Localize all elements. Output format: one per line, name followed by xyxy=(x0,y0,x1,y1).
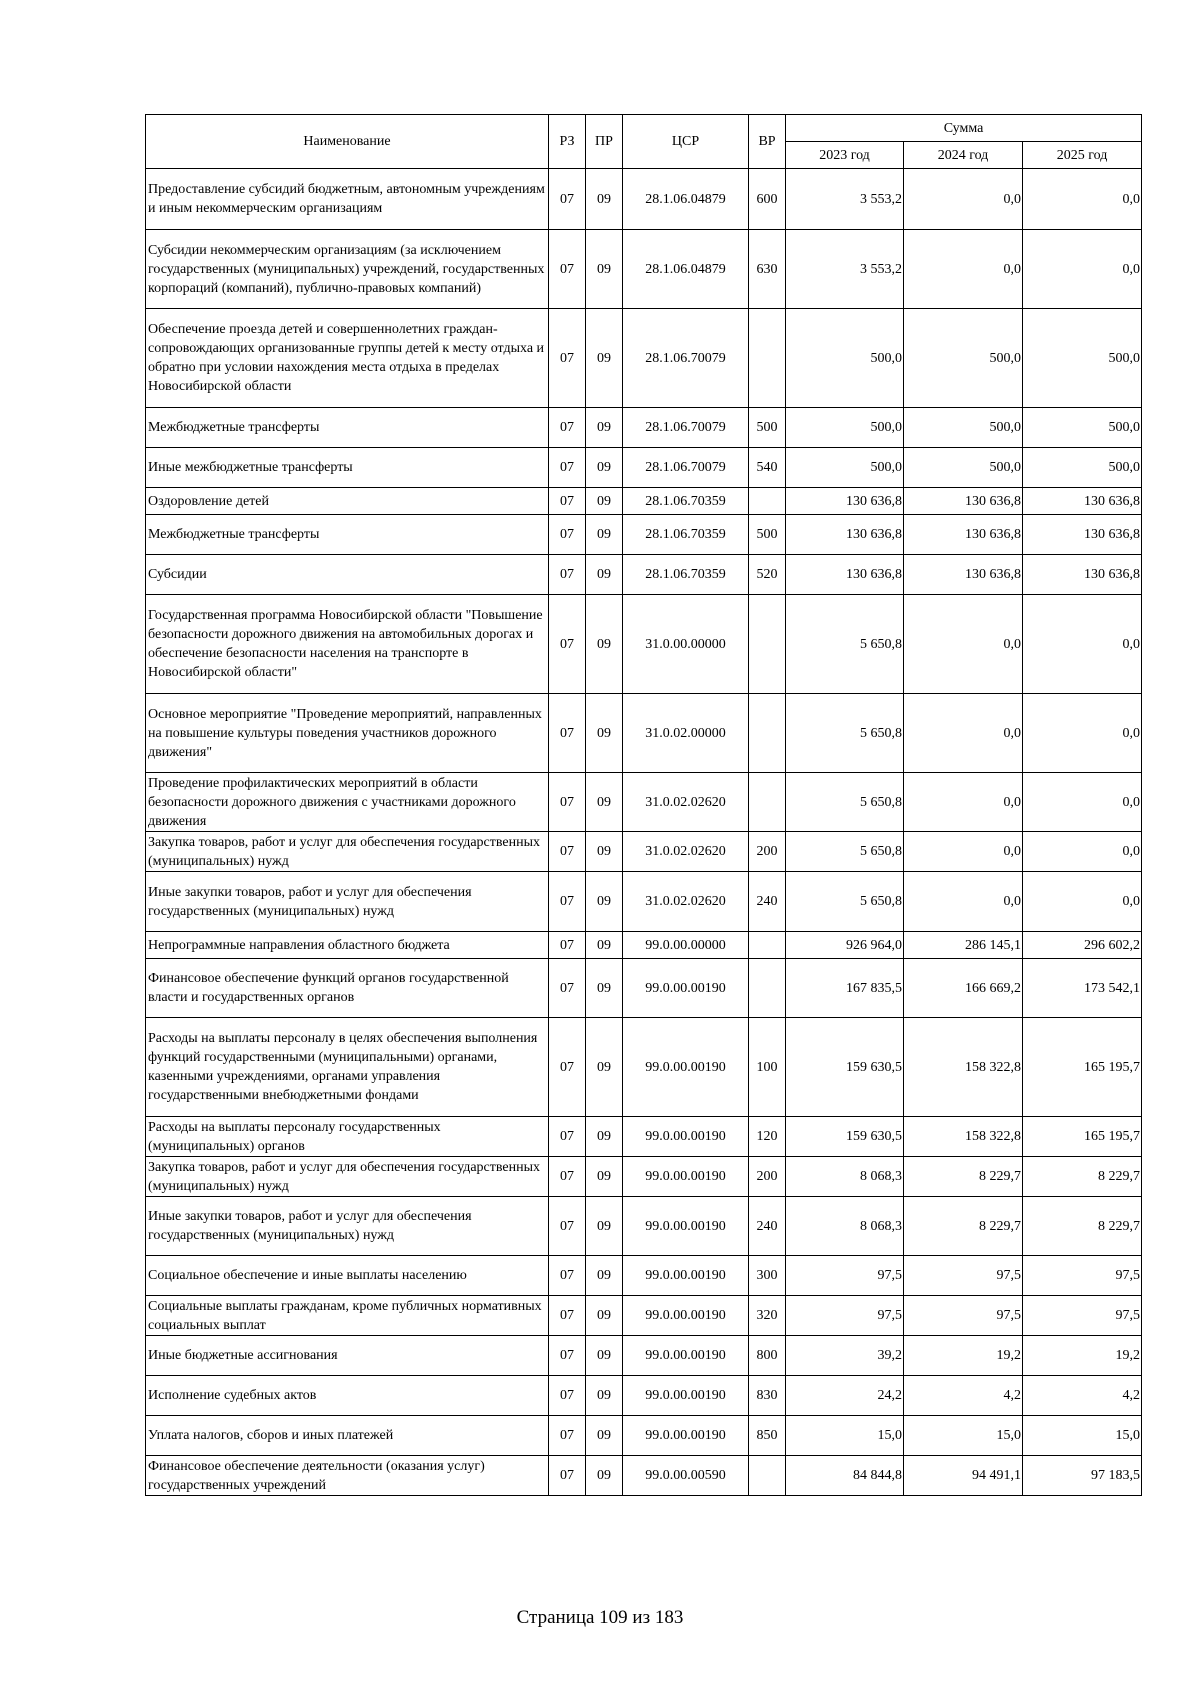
row-pr: 09 xyxy=(586,448,623,488)
row-name: Иные межбюджетные трансферты xyxy=(146,448,549,488)
page-number: Страница 109 из 183 xyxy=(516,1607,684,1628)
row-amount-2024: 158 322,8 xyxy=(904,1018,1023,1117)
row-amount-2024: 8 229,7 xyxy=(904,1157,1023,1197)
row-name: Оздоровление детей xyxy=(146,488,549,515)
row-rz: 07 xyxy=(549,1117,586,1157)
row-rz: 07 xyxy=(549,555,586,595)
row-pr: 09 xyxy=(586,1296,623,1336)
row-amount-2023: 500,0 xyxy=(786,408,904,448)
row-rz: 07 xyxy=(549,309,586,408)
row-amount-2024: 130 636,8 xyxy=(904,555,1023,595)
row-rz: 07 xyxy=(549,872,586,932)
row-pr: 09 xyxy=(586,1197,623,1256)
row-csr: 31.0.00.00000 xyxy=(623,595,749,694)
row-pr: 09 xyxy=(586,1416,623,1456)
row-vr: 850 xyxy=(749,1416,786,1456)
row-pr: 09 xyxy=(586,309,623,408)
row-amount-2024: 0,0 xyxy=(904,169,1023,230)
row-amount-2025: 4,2 xyxy=(1023,1376,1142,1416)
header-2025: 2025 год xyxy=(1023,142,1142,169)
row-csr: 99.0.00.00590 xyxy=(623,1456,749,1496)
row-rz: 07 xyxy=(549,832,586,872)
row-rz: 07 xyxy=(549,1197,586,1256)
row-amount-2023: 130 636,8 xyxy=(786,488,904,515)
table-row xyxy=(146,408,1142,448)
row-amount-2024: 158 322,8 xyxy=(904,1117,1023,1157)
row-pr: 09 xyxy=(586,959,623,1018)
row-vr: 200 xyxy=(749,1157,786,1197)
row-vr xyxy=(749,488,786,515)
row-csr: 31.0.02.02620 xyxy=(623,773,749,832)
row-csr: 99.0.00.00000 xyxy=(623,932,749,959)
row-rz: 07 xyxy=(549,1416,586,1456)
table-row xyxy=(146,515,1142,555)
row-csr: 99.0.00.00190 xyxy=(623,959,749,1018)
row-pr: 09 xyxy=(586,1018,623,1117)
row-amount-2025: 500,0 xyxy=(1023,309,1142,408)
table-row xyxy=(146,169,1142,230)
row-amount-2024: 0,0 xyxy=(904,872,1023,932)
row-amount-2023: 39,2 xyxy=(786,1336,904,1376)
row-csr: 31.0.02.02620 xyxy=(623,872,749,932)
table-row xyxy=(146,309,1142,408)
row-csr: 99.0.00.00190 xyxy=(623,1117,749,1157)
row-rz: 07 xyxy=(549,595,586,694)
row-csr: 99.0.00.00190 xyxy=(623,1197,749,1256)
row-vr: 240 xyxy=(749,872,786,932)
table-row xyxy=(146,1456,1142,1496)
table-row xyxy=(146,555,1142,595)
row-name: Финансовое обеспечение функций органов государственной власти и государственных органов xyxy=(146,959,549,1018)
row-amount-2025: 0,0 xyxy=(1023,832,1142,872)
row-csr: 28.1.06.70359 xyxy=(623,515,749,555)
row-csr: 28.1.06.70359 xyxy=(623,555,749,595)
row-amount-2024: 0,0 xyxy=(904,694,1023,773)
row-csr: 28.1.06.70079 xyxy=(623,309,749,408)
row-name: Закупка товаров, работ и услуг для обеспечения государственных (муниципальных) нужд xyxy=(146,832,549,872)
row-amount-2024: 500,0 xyxy=(904,448,1023,488)
row-rz: 07 xyxy=(549,1256,586,1296)
row-rz: 07 xyxy=(549,694,586,773)
row-pr: 09 xyxy=(586,1117,623,1157)
row-csr: 28.1.06.04879 xyxy=(623,230,749,309)
row-amount-2025: 19,2 xyxy=(1023,1336,1142,1376)
row-csr: 28.1.06.04879 xyxy=(623,169,749,230)
row-amount-2023: 8 068,3 xyxy=(786,1157,904,1197)
table-row xyxy=(146,1197,1142,1256)
row-amount-2024: 130 636,8 xyxy=(904,515,1023,555)
table-row xyxy=(146,1157,1142,1197)
header-pr: ПР xyxy=(586,115,623,169)
row-csr: 99.0.00.00190 xyxy=(623,1296,749,1336)
row-amount-2023: 5 650,8 xyxy=(786,595,904,694)
row-amount-2023: 159 630,5 xyxy=(786,1117,904,1157)
row-name: Субсидии xyxy=(146,555,549,595)
row-vr: 630 xyxy=(749,230,786,309)
table-row xyxy=(146,230,1142,309)
row-pr: 09 xyxy=(586,555,623,595)
row-amount-2024: 0,0 xyxy=(904,832,1023,872)
table-row xyxy=(146,1256,1142,1296)
row-name: Государственная программа Новосибирской области "Повышение безопасности дорожного движения на автомобильных дорогах и обеспечение безопасности населения на транспорте в Новосибирской области" xyxy=(146,595,549,694)
row-amount-2024: 166 669,2 xyxy=(904,959,1023,1018)
row-amount-2025: 0,0 xyxy=(1023,230,1142,309)
row-csr: 28.1.06.70079 xyxy=(623,448,749,488)
row-csr: 28.1.06.70079 xyxy=(623,408,749,448)
row-amount-2024: 19,2 xyxy=(904,1336,1023,1376)
row-amount-2024: 0,0 xyxy=(904,773,1023,832)
row-amount-2023: 5 650,8 xyxy=(786,832,904,872)
row-amount-2024: 500,0 xyxy=(904,408,1023,448)
row-vr xyxy=(749,773,786,832)
row-amount-2025: 130 636,8 xyxy=(1023,488,1142,515)
row-amount-2025: 500,0 xyxy=(1023,408,1142,448)
row-amount-2025: 97 183,5 xyxy=(1023,1456,1142,1496)
row-rz: 07 xyxy=(549,488,586,515)
row-amount-2025: 165 195,7 xyxy=(1023,1018,1142,1117)
row-amount-2024: 0,0 xyxy=(904,230,1023,309)
table-row xyxy=(146,1376,1142,1416)
row-name: Непрограммные направления областного бюджета xyxy=(146,932,549,959)
row-vr xyxy=(749,932,786,959)
row-vr: 520 xyxy=(749,555,786,595)
row-amount-2023: 926 964,0 xyxy=(786,932,904,959)
row-rz: 07 xyxy=(549,1018,586,1117)
table-row xyxy=(146,488,1142,515)
row-csr: 28.1.06.70359 xyxy=(623,488,749,515)
row-name: Закупка товаров, работ и услуг для обеспечения государственных (муниципальных) нужд xyxy=(146,1157,549,1197)
row-vr: 200 xyxy=(749,832,786,872)
row-amount-2023: 500,0 xyxy=(786,309,904,408)
row-pr: 09 xyxy=(586,408,623,448)
row-pr: 09 xyxy=(586,694,623,773)
row-amount-2023: 5 650,8 xyxy=(786,773,904,832)
row-vr: 320 xyxy=(749,1296,786,1336)
row-rz: 07 xyxy=(549,408,586,448)
row-name: Социальные выплаты гражданам, кроме публичных нормативных социальных выплат xyxy=(146,1296,549,1336)
row-amount-2025: 0,0 xyxy=(1023,773,1142,832)
row-name: Исполнение судебных актов xyxy=(146,1376,549,1416)
table-row xyxy=(146,1296,1142,1336)
header-rz: РЗ xyxy=(549,115,586,169)
row-amount-2024: 97,5 xyxy=(904,1256,1023,1296)
row-pr: 09 xyxy=(586,1336,623,1376)
table-row xyxy=(146,694,1142,773)
row-csr: 99.0.00.00190 xyxy=(623,1416,749,1456)
row-amount-2024: 500,0 xyxy=(904,309,1023,408)
row-rz: 07 xyxy=(549,1296,586,1336)
row-pr: 09 xyxy=(586,932,623,959)
row-name: Уплата налогов, сборов и иных платежей xyxy=(146,1416,549,1456)
row-vr xyxy=(749,595,786,694)
row-amount-2023: 5 650,8 xyxy=(786,872,904,932)
row-name: Расходы на выплаты персоналу в целях обеспечения выполнения функций государственными (муниципальными) органами, казенными учреждениями, органами управления государственными внебюджетными фондами xyxy=(146,1018,549,1117)
row-amount-2023: 167 835,5 xyxy=(786,959,904,1018)
row-amount-2025: 0,0 xyxy=(1023,872,1142,932)
row-vr: 540 xyxy=(749,448,786,488)
row-rz: 07 xyxy=(549,932,586,959)
row-name: Обеспечение проезда детей и совершеннолетних граждан-сопровождающих организованные группы детей к месту отдыха и обратно при условии нахождения места отдыха в пределах Новосибирской области xyxy=(146,309,549,408)
table-row xyxy=(146,959,1142,1018)
header-2024: 2024 год xyxy=(904,142,1023,169)
row-name: Предоставление субсидий бюджетным, автономным учреждениям и иным некоммерческим организациям xyxy=(146,169,549,230)
row-pr: 09 xyxy=(586,169,623,230)
row-csr: 99.0.00.00190 xyxy=(623,1336,749,1376)
table-body xyxy=(146,169,1142,1496)
table-row xyxy=(146,1018,1142,1117)
row-amount-2025: 0,0 xyxy=(1023,595,1142,694)
row-rz: 07 xyxy=(549,230,586,309)
table-row xyxy=(146,595,1142,694)
row-csr: 99.0.00.00190 xyxy=(623,1256,749,1296)
row-vr: 800 xyxy=(749,1336,786,1376)
header-sum: Сумма xyxy=(786,115,1142,142)
row-rz: 07 xyxy=(549,1376,586,1416)
row-vr xyxy=(749,959,786,1018)
row-name: Межбюджетные трансферты xyxy=(146,408,549,448)
row-amount-2025: 8 229,7 xyxy=(1023,1157,1142,1197)
row-pr: 09 xyxy=(586,1456,623,1496)
row-rz: 07 xyxy=(549,169,586,230)
row-vr: 100 xyxy=(749,1018,786,1117)
row-csr: 99.0.00.00190 xyxy=(623,1376,749,1416)
row-amount-2023: 8 068,3 xyxy=(786,1197,904,1256)
row-amount-2024: 286 145,1 xyxy=(904,932,1023,959)
row-amount-2025: 130 636,8 xyxy=(1023,515,1142,555)
row-amount-2023: 97,5 xyxy=(786,1296,904,1336)
row-amount-2024: 15,0 xyxy=(904,1416,1023,1456)
header-vr: ВР xyxy=(749,115,786,169)
row-pr: 09 xyxy=(586,1256,623,1296)
row-name: Субсидии некоммерческим организациям (за исключением государственных (муниципальных) учреждений, государственных корпораций (компаний), публично-правовых компаний) xyxy=(146,230,549,309)
row-vr: 500 xyxy=(749,408,786,448)
table-row xyxy=(146,773,1142,832)
row-amount-2025: 165 195,7 xyxy=(1023,1117,1142,1157)
row-amount-2025: 0,0 xyxy=(1023,694,1142,773)
row-amount-2025: 8 229,7 xyxy=(1023,1197,1142,1256)
row-amount-2025: 15,0 xyxy=(1023,1416,1142,1456)
row-csr: 31.0.02.02620 xyxy=(623,832,749,872)
table-row xyxy=(146,1117,1142,1157)
row-rz: 07 xyxy=(549,773,586,832)
row-vr: 300 xyxy=(749,1256,786,1296)
row-amount-2023: 3 553,2 xyxy=(786,169,904,230)
row-name: Проведение профилактических мероприятий в области безопасности дорожного движения с участниками дорожного движения xyxy=(146,773,549,832)
row-csr: 31.0.02.00000 xyxy=(623,694,749,773)
row-amount-2025: 0,0 xyxy=(1023,169,1142,230)
table-row xyxy=(146,872,1142,932)
row-amount-2024: 130 636,8 xyxy=(904,488,1023,515)
row-pr: 09 xyxy=(586,773,623,832)
row-name: Финансовое обеспечение деятельности (оказания услуг) государственных учреждений xyxy=(146,1456,549,1496)
row-pr: 09 xyxy=(586,230,623,309)
row-rz: 07 xyxy=(549,1336,586,1376)
row-pr: 09 xyxy=(586,832,623,872)
row-amount-2025: 97,5 xyxy=(1023,1256,1142,1296)
row-amount-2023: 97,5 xyxy=(786,1256,904,1296)
table-header xyxy=(146,115,1142,169)
row-name: Социальное обеспечение и иные выплаты населению xyxy=(146,1256,549,1296)
row-amount-2023: 500,0 xyxy=(786,448,904,488)
row-pr: 09 xyxy=(586,1157,623,1197)
table-row xyxy=(146,832,1142,872)
row-amount-2024: 0,0 xyxy=(904,595,1023,694)
row-name: Иные закупки товаров, работ и услуг для обеспечения государственных (муниципальных) нужд xyxy=(146,1197,549,1256)
row-vr: 240 xyxy=(749,1197,786,1256)
row-amount-2023: 15,0 xyxy=(786,1416,904,1456)
table-row xyxy=(146,1336,1142,1376)
row-rz: 07 xyxy=(549,1456,586,1496)
row-pr: 09 xyxy=(586,872,623,932)
row-name: Иные бюджетные ассигнования xyxy=(146,1336,549,1376)
row-amount-2025: 500,0 xyxy=(1023,448,1142,488)
table-row xyxy=(146,1416,1142,1456)
row-amount-2023: 84 844,8 xyxy=(786,1456,904,1496)
row-rz: 07 xyxy=(549,1157,586,1197)
row-pr: 09 xyxy=(586,488,623,515)
row-amount-2024: 97,5 xyxy=(904,1296,1023,1336)
header-2023: 2023 год xyxy=(786,142,904,169)
row-amount-2023: 130 636,8 xyxy=(786,555,904,595)
row-pr: 09 xyxy=(586,1376,623,1416)
row-vr: 830 xyxy=(749,1376,786,1416)
row-rz: 07 xyxy=(549,448,586,488)
row-amount-2025: 97,5 xyxy=(1023,1296,1142,1336)
row-name: Иные закупки товаров, работ и услуг для обеспечения государственных (муниципальных) нужд xyxy=(146,872,549,932)
row-amount-2024: 94 491,1 xyxy=(904,1456,1023,1496)
row-amount-2025: 130 636,8 xyxy=(1023,555,1142,595)
row-vr: 600 xyxy=(749,169,786,230)
row-amount-2023: 130 636,8 xyxy=(786,515,904,555)
row-vr xyxy=(749,1456,786,1496)
row-amount-2025: 173 542,1 xyxy=(1023,959,1142,1018)
row-vr: 500 xyxy=(749,515,786,555)
row-amount-2025: 296 602,2 xyxy=(1023,932,1142,959)
row-pr: 09 xyxy=(586,595,623,694)
table-row xyxy=(146,932,1142,959)
row-amount-2023: 5 650,8 xyxy=(786,694,904,773)
row-amount-2023: 3 553,2 xyxy=(786,230,904,309)
row-name: Расходы на выплаты персоналу государственных (муниципальных) органов xyxy=(146,1117,549,1157)
row-vr xyxy=(749,694,786,773)
row-csr: 99.0.00.00190 xyxy=(623,1157,749,1197)
row-vr: 120 xyxy=(749,1117,786,1157)
row-rz: 07 xyxy=(549,959,586,1018)
row-pr: 09 xyxy=(586,515,623,555)
table-row xyxy=(146,448,1142,488)
row-amount-2024: 4,2 xyxy=(904,1376,1023,1416)
row-amount-2023: 24,2 xyxy=(786,1376,904,1416)
header-name: Наименование xyxy=(146,115,549,169)
row-csr: 99.0.00.00190 xyxy=(623,1018,749,1117)
row-name: Межбюджетные трансферты xyxy=(146,515,549,555)
header-csr: ЦСР xyxy=(623,115,749,169)
row-vr xyxy=(749,309,786,408)
budget-table xyxy=(145,114,1142,1496)
row-amount-2023: 159 630,5 xyxy=(786,1018,904,1117)
row-rz: 07 xyxy=(549,515,586,555)
row-amount-2024: 8 229,7 xyxy=(904,1197,1023,1256)
row-name: Основное мероприятие "Проведение мероприятий, направленных на повышение культуры поведения участников дорожного движения" xyxy=(146,694,549,773)
